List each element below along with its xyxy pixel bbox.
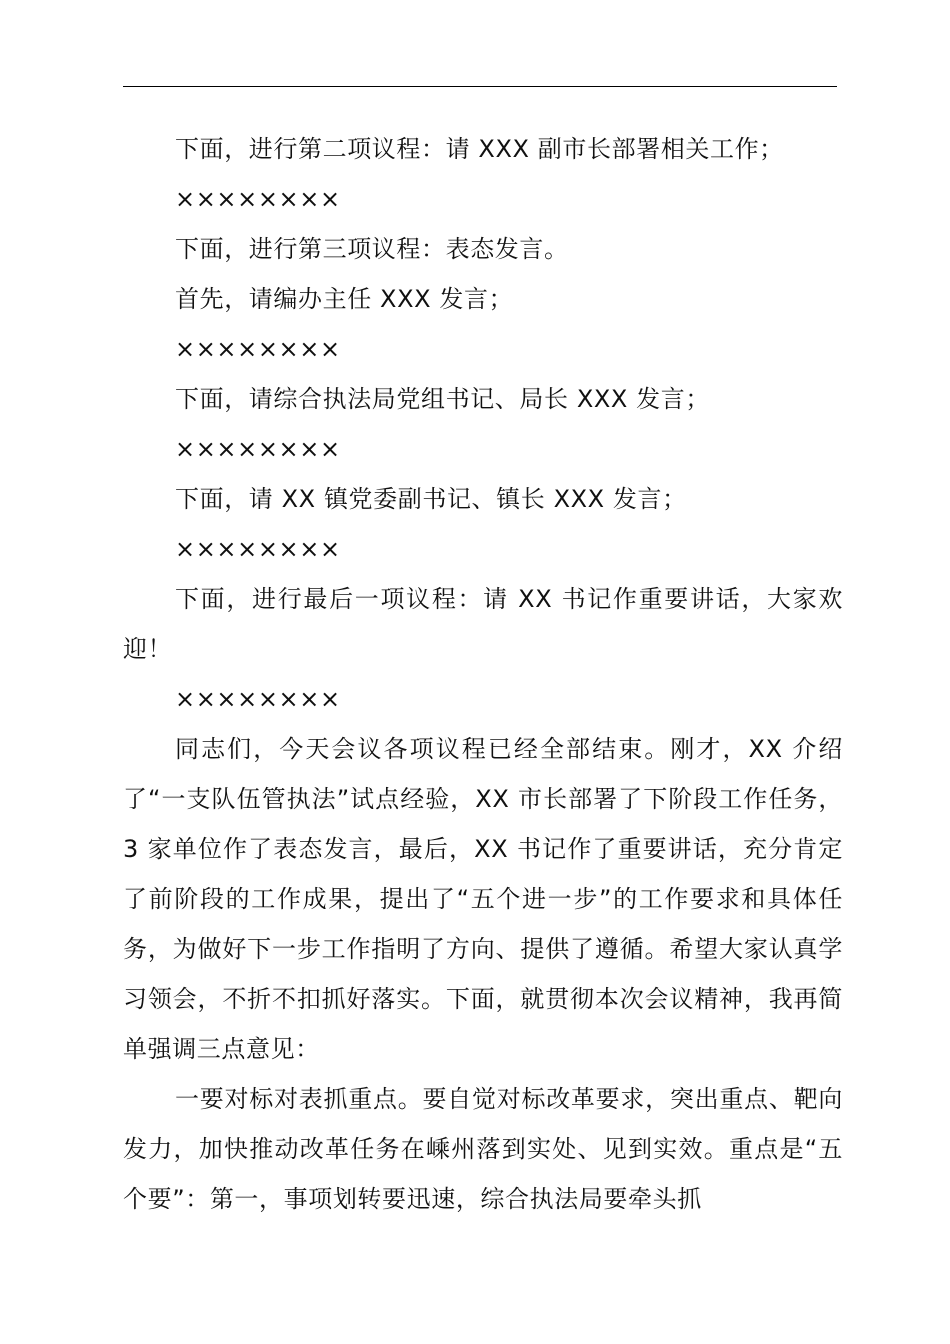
header-rule xyxy=(123,86,837,87)
document-body xyxy=(123,124,843,1224)
paragraph: 首先，请编办主任 XXX 发言； xyxy=(175,285,514,313)
paragraph: 下面，进行第三项议程：表态发言。 xyxy=(175,235,569,263)
paragraph: 下面，进行第二项议程：请 XXX 副市长部署相关工作； xyxy=(175,135,784,163)
paragraph: ×××××××× xyxy=(175,185,341,213)
paragraph: 下面，请 XX 镇党委副书记、镇长 XXX 发言； xyxy=(175,485,687,513)
paragraph: 一要对标对表抓重点。要自觉对标改革要求，突出重点、靶向发力，加快推动改革任务在嵊州落到实处、见到实效。重点是“五个要”：第一，事项划转要迅速，综合执法局要牵头抓 xyxy=(123,1085,843,1213)
paragraph: ×××××××× xyxy=(175,435,341,463)
paragraph: 同志们，今天会议各项议程已经全部结束。刚才，XX 介绍了“一支队伍管执法”试点经验，XX 市长部署了下阶段工作任务，3 家单位作了表态发言，最后，XX 书记作了重要讲话，充分肯定了前阶段的工作成果，提出了“五个进一步”的工作要求和具体任务，为做好下一步工作指明了方向、提供了遵循。希望大家认真学习领会，不折不扣抓好落实。下面，就贯彻本次会议精神，我再简单强调三点意见： xyxy=(123,735,843,1063)
paragraph: ×××××××× xyxy=(175,685,341,713)
paragraph: ×××××××× xyxy=(175,535,341,563)
paragraph: 下面，进行最后一项议程：请 XX 书记作重要讲话，大家欢迎！ xyxy=(123,585,843,663)
paragraph: 下面，请综合执法局党组书记、局长 XXX 发言； xyxy=(175,385,710,413)
paragraph: ×××××××× xyxy=(175,335,341,363)
